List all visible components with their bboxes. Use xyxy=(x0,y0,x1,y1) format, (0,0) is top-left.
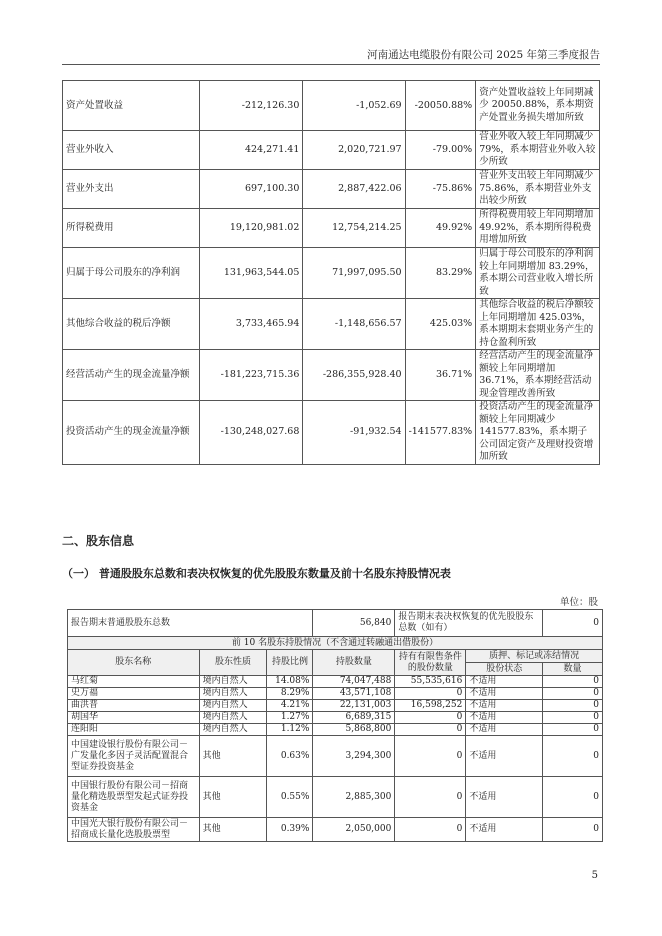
current-value-cell: -212,126.30 xyxy=(200,81,303,131)
holder-name-cell: 中国建设银行股份有限公司－广发量化多因子灵活配置混合型证券投资基金 xyxy=(68,736,200,777)
change-pct-cell: 49.92% xyxy=(405,209,476,248)
holder-name-cell: 中国银行股份有限公司－招商量化精选股票型发起式证券投资基金 xyxy=(68,777,200,818)
change-pct-cell: 83.29% xyxy=(405,248,476,299)
changes-row xyxy=(63,401,600,465)
prior-value-cell: 2,887,422.06 xyxy=(303,170,405,209)
shareholder-row xyxy=(68,724,603,736)
change-pct-cell: -79.00% xyxy=(405,131,476,170)
holder-restricted-cell: 0 xyxy=(395,712,466,724)
holder-nature-cell: 境内自然人 xyxy=(199,700,267,712)
prior-value-cell: 71,997,095.50 xyxy=(303,248,405,299)
holder-status-cell: 不适用 xyxy=(466,688,543,700)
reason-cell: 资产处置收益较上年同期减少 20050.88%，系本期资产处置业务损失增加所致 xyxy=(476,81,600,131)
reason-cell: 营业外支出较上年同期减少 75.86%，系本期营业外支出较少所致 xyxy=(476,170,600,209)
item-cell: 营业外收入 xyxy=(63,131,200,170)
item-cell: 其他综合收益的税后净额 xyxy=(63,299,200,350)
changes-row xyxy=(63,131,600,170)
page-number: 5 xyxy=(591,870,598,881)
prior-value-cell: -1,052.69 xyxy=(303,81,405,131)
header-divider xyxy=(62,64,600,65)
changes-row xyxy=(63,170,600,209)
change-pct-cell: -75.86% xyxy=(405,170,476,209)
holder-restricted-cell: 55,535,616 xyxy=(395,676,466,688)
col-nature-header: 股东性质 xyxy=(199,650,267,676)
pref-holders-label: 报告期末表决权恢复的优先股股东总数（如有） xyxy=(395,610,543,637)
current-value-cell: 697,100.30 xyxy=(200,170,303,209)
holder-status-cell: 不适用 xyxy=(466,700,543,712)
holder-name-cell: 胡国华 xyxy=(68,712,200,724)
holder-ratio-cell: 0.39% xyxy=(267,818,313,842)
changes-row xyxy=(63,248,600,299)
holder-name-cell: 马红菊 xyxy=(68,676,200,688)
reason-cell: 营业外收入较上年同期减少 79%，系本期营业外收入较少所致 xyxy=(476,131,600,170)
holder-status-cell: 不适用 xyxy=(466,818,543,842)
holder-pledge-qty-cell: 0 xyxy=(543,736,603,777)
current-value-cell: -130,248,027.68 xyxy=(200,401,303,465)
shareholder-row xyxy=(68,777,603,818)
reason-cell: 其他综合收益的税后净额较上年同期增加 425.03%，系本期期末套期业务产生的持仓盈利所致 xyxy=(476,299,600,350)
holder-ratio-cell: 4.21% xyxy=(267,700,313,712)
holder-status-cell: 不适用 xyxy=(466,736,543,777)
holder-ratio-cell: 0.55% xyxy=(267,777,313,818)
total-holders-label: 报告期末普通股股东总数 xyxy=(68,610,313,637)
holder-qty-cell: 22,131,003 xyxy=(313,700,395,712)
report-header: 河南通达电缆股份有限公司 2025 年第三季度报告 xyxy=(367,49,600,61)
changes-table xyxy=(62,80,600,465)
col-qty-header: 持股数量 xyxy=(313,650,395,676)
holder-restricted-cell: 0 xyxy=(395,724,466,736)
pref-holders-value: 0 xyxy=(543,610,603,637)
current-value-cell: 19,120,981.02 xyxy=(200,209,303,248)
holder-restricted-cell: 16,598,252 xyxy=(395,700,466,712)
item-cell: 营业外支出 xyxy=(63,170,200,209)
changes-row xyxy=(63,350,600,401)
shareholder-row xyxy=(68,676,603,688)
shareholder-row xyxy=(68,712,603,724)
reason-cell: 投资活动产生的现金流量净额较上年同期减少 141577.83%，系本期子公司固定资产及理财投资增加所致 xyxy=(476,401,600,465)
holder-pledge-qty-cell: 0 xyxy=(543,777,603,818)
shareholders-table xyxy=(67,609,603,842)
changes-row xyxy=(63,209,600,248)
current-value-cell: 131,963,544.05 xyxy=(200,248,303,299)
changes-row xyxy=(63,299,600,350)
holder-pledge-qty-cell: 0 xyxy=(543,676,603,688)
holder-ratio-cell: 8.29% xyxy=(267,688,313,700)
holder-qty-cell: 5,868,800 xyxy=(313,724,395,736)
current-value-cell: 3,733,465.94 xyxy=(200,299,303,350)
holder-name-cell: 曲洪普 xyxy=(68,700,200,712)
shareholder-row xyxy=(68,818,603,842)
holder-status-cell: 不适用 xyxy=(466,712,543,724)
shareholder-row xyxy=(68,688,603,700)
holder-nature-cell: 境内自然人 xyxy=(199,724,267,736)
prior-value-cell: -286,355,928.40 xyxy=(303,350,405,401)
prior-value-cell: -91,932.54 xyxy=(303,401,405,465)
col-restricted-header: 持有有限售条件的股份数量 xyxy=(395,650,466,676)
current-value-cell: 424,271.41 xyxy=(200,131,303,170)
holder-qty-cell: 6,689,315 xyxy=(313,712,395,724)
reason-cell: 所得税费用较上年同期增加 49.92%，系本期所得税费用增加所致 xyxy=(476,209,600,248)
holder-status-cell: 不适用 xyxy=(466,676,543,688)
item-cell: 投资活动产生的现金流量净额 xyxy=(63,401,200,465)
change-pct-cell: 36.71% xyxy=(405,350,476,401)
holder-nature-cell: 其他 xyxy=(199,777,267,818)
col-pledge-qty-header: 数量 xyxy=(543,663,603,676)
change-pct-cell: -141577.83% xyxy=(405,401,476,465)
holder-ratio-cell: 1.12% xyxy=(267,724,313,736)
item-cell: 经营活动产生的现金流量净额 xyxy=(63,350,200,401)
col-name-header: 股东名称 xyxy=(68,650,200,676)
holder-ratio-cell: 1.27% xyxy=(267,712,313,724)
holder-nature-cell: 境内自然人 xyxy=(199,712,267,724)
col-pledge-group-header: 质押、标记或冻结情况 xyxy=(466,650,603,663)
changes-row xyxy=(63,81,600,131)
holder-qty-cell: 3,294,300 xyxy=(313,736,395,777)
holder-pledge-qty-cell: 0 xyxy=(543,712,603,724)
holder-name-cell: 连阳阳 xyxy=(68,724,200,736)
holder-pledge-qty-cell: 0 xyxy=(543,724,603,736)
shareholder-row xyxy=(68,736,603,777)
holder-nature-cell: 境内自然人 xyxy=(199,688,267,700)
change-pct-cell: 425.03% xyxy=(405,299,476,350)
current-value-cell: -181,223,715.36 xyxy=(200,350,303,401)
holder-name-cell: 中国光大银行股份有限公司－招商成长量化选股股票型 xyxy=(68,818,200,842)
holder-nature-cell: 其他 xyxy=(199,818,267,842)
shareholder-row xyxy=(68,700,603,712)
holder-qty-cell: 2,050,000 xyxy=(313,818,395,842)
holder-ratio-cell: 0.63% xyxy=(267,736,313,777)
holder-nature-cell: 其他 xyxy=(199,736,267,777)
holder-nature-cell: 境内自然人 xyxy=(199,676,267,688)
reason-cell: 经营活动产生的现金流量净额较上年同期增加 36.71%，系本期经营活动现金管理改善所致 xyxy=(476,350,600,401)
reason-cell: 归属于母公司股东的净利润较上年同期增加 83.29%，系本期公司营业收入增长所致 xyxy=(476,248,600,299)
holder-restricted-cell: 0 xyxy=(395,777,466,818)
col-pledge-status-header: 股份状态 xyxy=(466,663,543,676)
holder-qty-cell: 43,571,108 xyxy=(313,688,395,700)
holder-pledge-qty-cell: 0 xyxy=(543,700,603,712)
holder-restricted-cell: 0 xyxy=(395,818,466,842)
holder-pledge-qty-cell: 0 xyxy=(543,818,603,842)
subsection-title: （一） 普通股股东总数和表决权恢复的优先股股东数量及前十名股东持股情况表 xyxy=(62,567,451,580)
top10-title: 前 10 名股东持股情况（不含通过转融通出借股份） xyxy=(68,637,603,650)
prior-value-cell: 2,020,721.97 xyxy=(303,131,405,170)
item-cell: 归属于母公司股东的净利润 xyxy=(63,248,200,299)
holder-ratio-cell: 14.08% xyxy=(267,676,313,688)
holder-qty-cell: 74,047,488 xyxy=(313,676,395,688)
holder-restricted-cell: 0 xyxy=(395,688,466,700)
unit-label: 单位：股 xyxy=(559,597,598,608)
holder-qty-cell: 2,885,300 xyxy=(313,777,395,818)
item-cell: 资产处置收益 xyxy=(63,81,200,131)
total-holders-value: 56,840 xyxy=(313,610,395,637)
prior-value-cell: -1,148,656.57 xyxy=(303,299,405,350)
holder-name-cell: 史万福 xyxy=(68,688,200,700)
section-title: 二、股东信息 xyxy=(62,534,135,548)
holder-status-cell: 不适用 xyxy=(466,724,543,736)
holder-restricted-cell: 0 xyxy=(395,736,466,777)
change-pct-cell: -20050.88% xyxy=(405,81,476,131)
holder-status-cell: 不适用 xyxy=(466,777,543,818)
item-cell: 所得税费用 xyxy=(63,209,200,248)
prior-value-cell: 12,754,214.25 xyxy=(303,209,405,248)
holder-pledge-qty-cell: 0 xyxy=(543,688,603,700)
col-ratio-header: 持股比例 xyxy=(267,650,313,676)
